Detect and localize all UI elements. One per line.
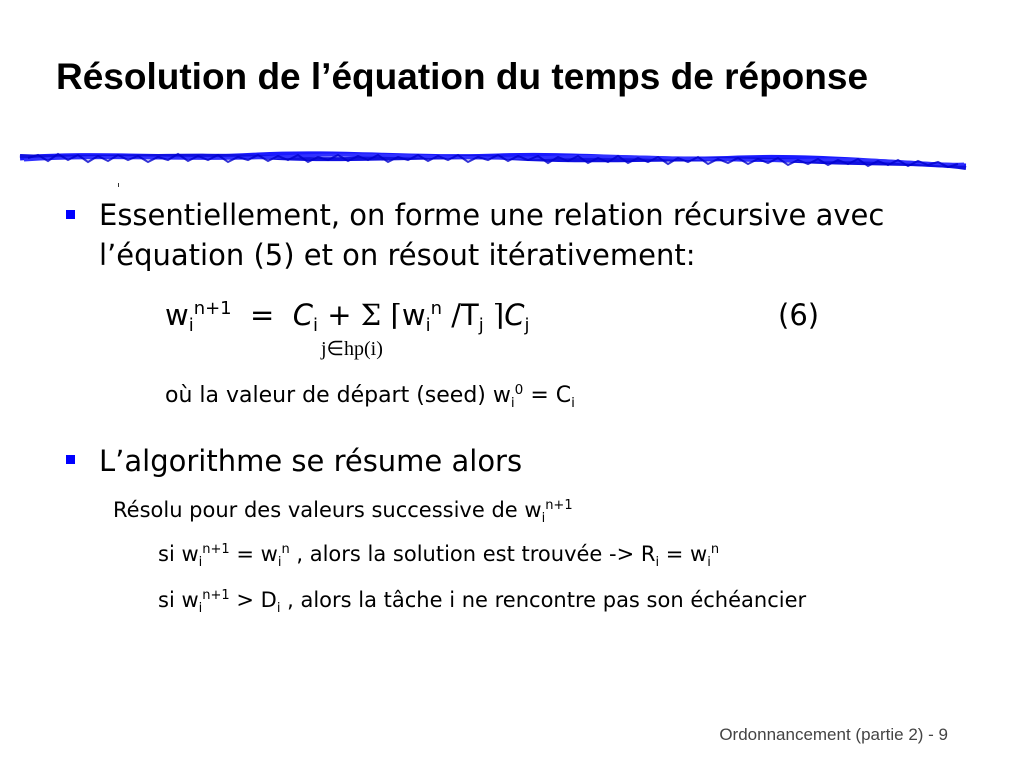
equation-number: (6)	[778, 298, 820, 332]
condition-1-line: si $w_i^{n+1} = w_i^n$ , alors la solution est trouvée -> $R_i = w_i^n$	[158, 542, 720, 570]
sigma-symbol: Σ	[360, 298, 382, 332]
bullet-square-icon	[66, 210, 75, 219]
sum-index-label: j∈hp(i)	[321, 338, 383, 360]
resolu-line: Résolu pour des valeurs successive de $w_i^{n+1}$	[113, 498, 573, 526]
seed-value-line: où la valeur de départ (seed) $w_i^0 = C_i$	[165, 381, 575, 411]
recurrence-equation: $w_i^{n+1} = C_i + \Sigma$ $⌈w_i^n$ $/T_j$ $⌉C_j$	[165, 298, 530, 337]
decorative-scribble-rule	[18, 146, 970, 186]
bullet-2-text: L’algorithme se résume alors	[99, 444, 523, 478]
condition-2-line: si $w_i^{n+1} > D_i$ , alors la tâche i ne rencontre pas son échéancier	[158, 588, 807, 616]
ceiling-close-symbol: ⌉	[492, 298, 505, 332]
bullet-1-line-2: l’équation (5) et on résout itérativement:	[99, 238, 696, 272]
bullet-1-line-1: Essentiellement, on forme une relation récursive avec	[99, 198, 885, 232]
tiny-mark	[118, 183, 119, 187]
ceiling-open-symbol: ⌈	[390, 298, 402, 332]
slide-title: Résolution de l’équation du temps de réponse	[56, 56, 869, 97]
bullet-square-icon	[66, 455, 75, 464]
slide-footer: Ordonnancement (partie 2) - 9	[719, 725, 948, 744]
